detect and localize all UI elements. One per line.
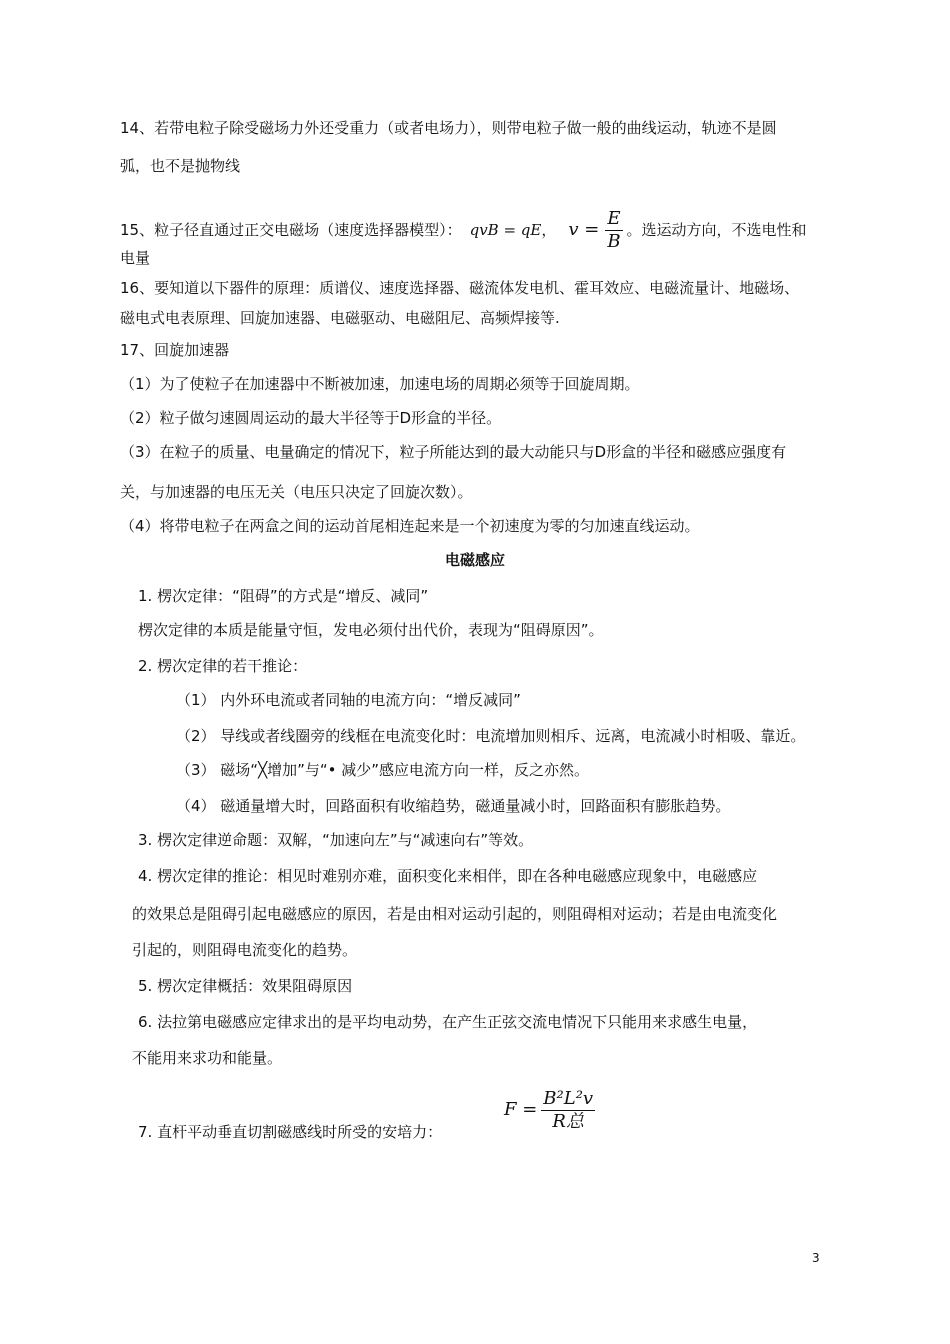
- item-15-tail: 。选运动方向，不选电性和: [626, 221, 807, 239]
- item-15-text: 15、粒子径直通过正交电磁场（速度选择器模型）：: [120, 221, 462, 239]
- fraction-numerator: B²L²v: [543, 1087, 594, 1109]
- em-item-1: 1. 楞次定律：“阻碍”的方式是“增反、减同”: [138, 587, 429, 605]
- em-item-7: 7. 直杆平动垂直切割磁感线时所受的安培力：: [138, 1123, 443, 1141]
- em-item-4-line3: 引起的，则阻碍电流变化的趋势。: [132, 941, 358, 959]
- em-item-6-line1: 6. 法拉第电磁感应定律求出的是平均电动势，在产生正弦交流电情况下只能用来求感生电量，: [138, 1013, 758, 1031]
- section-heading: 电磁感应: [444, 551, 505, 569]
- item-15-line2: 电量: [120, 249, 151, 267]
- item-17-4: （4）将带电粒子在两盒之间的运动首尾相连起来是一个初速度为零的匀加速直线运动。: [120, 517, 700, 535]
- page-number: 3: [812, 1251, 820, 1265]
- formula-F: F =: [504, 1099, 538, 1120]
- fraction-denominator: B: [607, 230, 621, 252]
- item-16-line2: 磁电式电表原理、回旋加速器、电磁驱动、电磁阻尼、高频焊接等.: [120, 309, 560, 327]
- em-item-2-1: （1） 内外环电流或者同轴的电流方向：“增反减同”: [176, 691, 521, 709]
- item-16-line1: 16、要知道以下器件的原理：质谱仪、速度选择器、磁流体发电机、霍耳效应、电磁流量计、地磁场、: [120, 279, 800, 297]
- item-14-line2: 弧，也不是抛物线: [120, 157, 241, 175]
- em-item-1-note: 楞次定律的本质是能量守恒，发电必须付出代价，表现为“阻碍原因”。: [138, 621, 604, 639]
- em-item-3: 3. 楞次定律逆命题：双解，“加速向左”与“减速向右”等效。: [138, 831, 534, 849]
- item-15-line1: [120, 202, 807, 258]
- em-item-4-line1: 4. 楞次定律的推论：相见时难别亦难，面积变化来相伴，即在各种电磁感应现象中，电磁感应: [138, 867, 758, 885]
- em-item-2-2: （2） 导线或者线圈旁的线框在电流变化时：电流增加则相斥、远离，电流减小时相吸、靠近。: [176, 727, 806, 745]
- item-17-3-line2: 关，与加速器的电压无关（电压只决定了回旋次数）。: [120, 483, 473, 501]
- fraction-force: [541, 1088, 595, 1133]
- fraction-denominator: R总: [552, 1110, 584, 1132]
- item-17-1: （1）为了使粒子在加速器中不断被加速，加速电场的周期必须等于回旋周期。: [120, 375, 640, 393]
- item-14-line1: 14、若带电粒子除受磁场力外还受重力（或者电场力），则带电粒子做一般的曲线运动，轨迹不是圆: [120, 119, 777, 137]
- em-item-2-3: （3） 磁场“╳增加”与“• 减少”感应电流方向一样，反之亦然。: [176, 761, 590, 779]
- em-item-6-line2: 不能用来求功和能量。: [132, 1049, 283, 1067]
- em-item-2: 2. 楞次定律的若干推论：: [138, 657, 308, 675]
- formula-qvB: qvB = qE: [469, 221, 542, 239]
- comma: ，: [541, 221, 557, 239]
- item-17-2: （2）粒子做匀速圆周运动的最大半径等于D形盒的半径。: [120, 409, 502, 427]
- item-17-3-line1: （3）在粒子的质量、电量确定的情况下，粒子所能达到的最大动能只与D形盒的半径和磁感应强度有: [120, 443, 787, 461]
- em-item-4-line2: 的效果总是阻碍引起电磁感应的原因，若是由相对运动引起的，则阻碍相对运动；若是由电流变化: [132, 905, 778, 923]
- formula-v: v =: [568, 219, 600, 240]
- em-item-2-4: （4） 磁通量增大时，回路面积有收缩趋势，磁通量减小时，回路面积有膨胀趋势。: [176, 797, 731, 815]
- item-17-title: 17、回旋加速器: [120, 341, 230, 359]
- formula-ampere-force: [504, 1080, 595, 1140]
- fraction-E-over-B: [605, 208, 622, 253]
- em-item-5: 5. 楞次定律概括：效果阻碍原因: [138, 977, 353, 995]
- fraction-numerator: E: [607, 207, 621, 229]
